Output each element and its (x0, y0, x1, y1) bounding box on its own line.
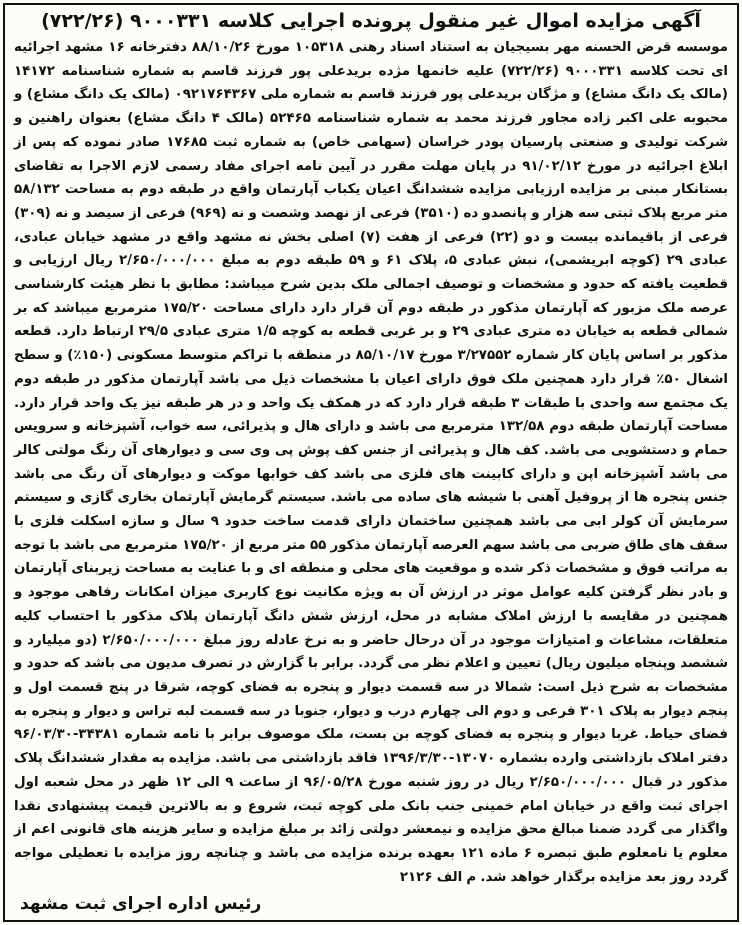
notice-content (14, 6, 728, 919)
notice-body: موسسه قرض الحسنه مهر بسیجیان به استناد اسناد رهنی ۱۰۵۳۱۸ مورخ ۸۸/۱۰/۲۶ دفترخانه ۱۶ مشهد اجرائیه ای تحت کلاسه ۹۰۰۰۳۳۱ (۷۲۲/۲۶) علیه خانمها مژده بریدعلی پور فرزند قاسم به شماره شناسنامه ۱۴۱۷۲ (مالک یک دانگ مشاع) و مژگان بریدعلی پور فرزند قاسم به شماره ملی ۰۹۲۱۷۶۴۳۶۷ (مالک یک دانگ مشاع) و محبوبه علی اکبر زاده مجاور فرزند محمد به شماره شناسنامه ۵۲۴۶۵ (مالک ۴ دانگ مشاع) بعنوان راهنین و شرکت تولیدی و صنعتی پارسیان پودر خراسان (سهامی خاص) به شماره ثبت ۱۷۶۸۵ صادر نموده که پس از ابلاغ اجرائیه در مورخ ۹۱/۰۲/۱۲ در پایان مهلت مقرر در آیین نامه اجرای مفاد رسمی لازم الاجرا به تقاضای بستانکار مبنی بر مزایده ارزیابی مزایده ششدانگ اعیان یکباب آپارتمان واقع در طبقه دوم به مساحت ۵۸/۱۳۲ متر مربع پلاک ثبتی سه هزار و پانصدو ده (۳۵۱۰) فرعی از نهصد وشصت و نه (۹۶۹) فرعی از سیصد و نه (۳۰۹) فرعی از باقیمانده بیست و دو (۲۲) فرعی از هفت (۷) اصلی بخش نه مشهد واقع در مشهد خیابان عبادی، عبادی ۲۹ (کوچه ابریشمی)، نبش عبادی ۵، پلاک ۶۱ و ۵۹ طبقه دوم به مبلغ ۲/۶۵۰/۰۰۰/۰۰۰ ریال ارزیابی و قطعیت یافته که حدود و مشخصات و توصیف اجمالی ملک بدین شرح میباشد: مطابق با نظر هیئت کارشناسی عرصه ملک مزبور که آپارتمان مذکور در طبقه دوم آن قرار دارد دارای مساحت ۱۷۵/۲۰ مترمربع میباشد که بر شمالی قطعه به خیابان ده متری عبادی ۲۹ و بر غربی قطعه به کوچه ۱/۵ متری عبادی ۲۹/۵ ارتباط دارد. قطعه مذکور بر اساس پایان کار شماره ۳/۲۷۵۵۲ مورخ ۸۵/۱۰/۱۷ در منطقه با تراکم متوسط مسکونی (۱۵۰٪) و سطح اشغال ۵۰٪ قرار دارد همچنین ملک فوق دارای اعیان با مشخصات ذیل می باشد آپارتمان مذکور در طبقه دوم یک مجتمع سه واحدی با طبقات ۳ طبقه قرار دارد که در همکف یک واحد و در هر طبقه نیز یک واحد قرار دارد. مساحت آپارتمان طبقه دوم ۱۳۲/۵۸ مترمربع می باشد و دارای هال و پذیرائی، سه خواب، آشپزخانه و سرویس حمام و دستشویی می باشد. کف هال و پذیرائی از جنس کف پوش پی وی سی و دیوارهای آن رنگ مولتی کالر می باشد آشپزخانه اپن و دارای کابینت های فلزی می باشد کف خوابها موکت و دیوارهای آن رنگ می باشد جنس پنجره ها از پروفیل آهنی با شیشه های ساده می باشد. سیستم گرمایش آپارتمان بخاری گازی و سیستم سرمایش آن کولر ابی می باشد همچنین ساختمان دارای قدمت ساخت حدود ۹ سال و سازه اسکلت فلزی با سقف های طاق ضربی می باشد سهم العرصه آپارتمان مذکور ۵۵ متر مربع از ۱۷۵/۲۰ مترمربع می باشد با توجه به مراتب فوق و مشخصات ذکر شده و موقعیت های محلی و منطقه ای و با عنایت به مساحت زیربنای آپارتمان و بادر نظر گرفتن کلیه عوامل موثر در ارزش آن به ویژه مکانیت نوع کاربری میزان امکانات رفاهی موجود و همچنین در مقایسه با ارزش املاک مشابه در محل، ارزش شش دانگ آپارتمان پلاک مذکور با احتساب کلیه متعلقات، مشاعات و امتیازات موجود در آن درحال حاضر و به نرخ عادله روز مبلغ ۲/۶۵۰/۰۰۰/۰۰۰ (دو میلیارد و ششصد وپنجاه میلیون ریال) تعیین و اعلام نظر می گردد. برابر با گزارش در تصرف مدیون می باشد که حدود و مشخصات به شرح ذیل است: شمالا در سه قسمت دیوار و پنجره به فضای کوچه، شرقا در پنج قسمت اول و پنجم دیوار به پلاک ۳۰۱ فرعی و دوم الی چهارم درب و دیوار، جنوبا در سه قسمت لبه تراس و دیوار و پنجره به فضای حیاط. غربا دیوار و پنجره به فضای کوچه بن بست، ملک موصوف برابر با نامه شماره ۳۴۳۸۱-۹۶/۰۳/۳۰ دفتر املاک بازداشتی وارده بشماره ۱۳۰۷۰-۱۳۹۶/۳/۳۰ فاقد بازداشتی می باشد. مزایده به مقدار ششدانگ پلاک مذکور در قبال ۲/۶۵۰/۰۰۰/۰۰۰ ریال در روز شنبه مورخ ۹۶/۰۵/۲۸ از ساعت ۹ الی ۱۲ ظهر در محل شعبه اول اجرای ثبت واقع در خیابان امام خمینی جنب بانک ملی کوچه ثبت، شروع و به بالاترین قیمت پیشنهادی نقدا واگذار می گردد ضمنا مبالغ محق مزایده و نیمعشر دولتی زائد بر مبلغ مزایده و سایر هزینه های قانونی اعم از معلوم یا نامعلوم طبق تبصره ۶ ماده ۱۲۱ بعهده برنده مزایده می باشد و چنانچه روز مزایده با تعطیلی مواجه گردد روز بعد مزایده برگذار خواهد شد. م الف ۲۱۲۶ (14, 40, 729, 885)
notice-title: آگهی مزایده اموال غیر منقول پرونده اجرایی کلاسه ۹۰۰۰۳۳۱ (۷۲۲/۲۶) (41, 10, 701, 32)
notice-signature: رئیس اداره اجرای ثبت مشهد (20, 894, 262, 914)
